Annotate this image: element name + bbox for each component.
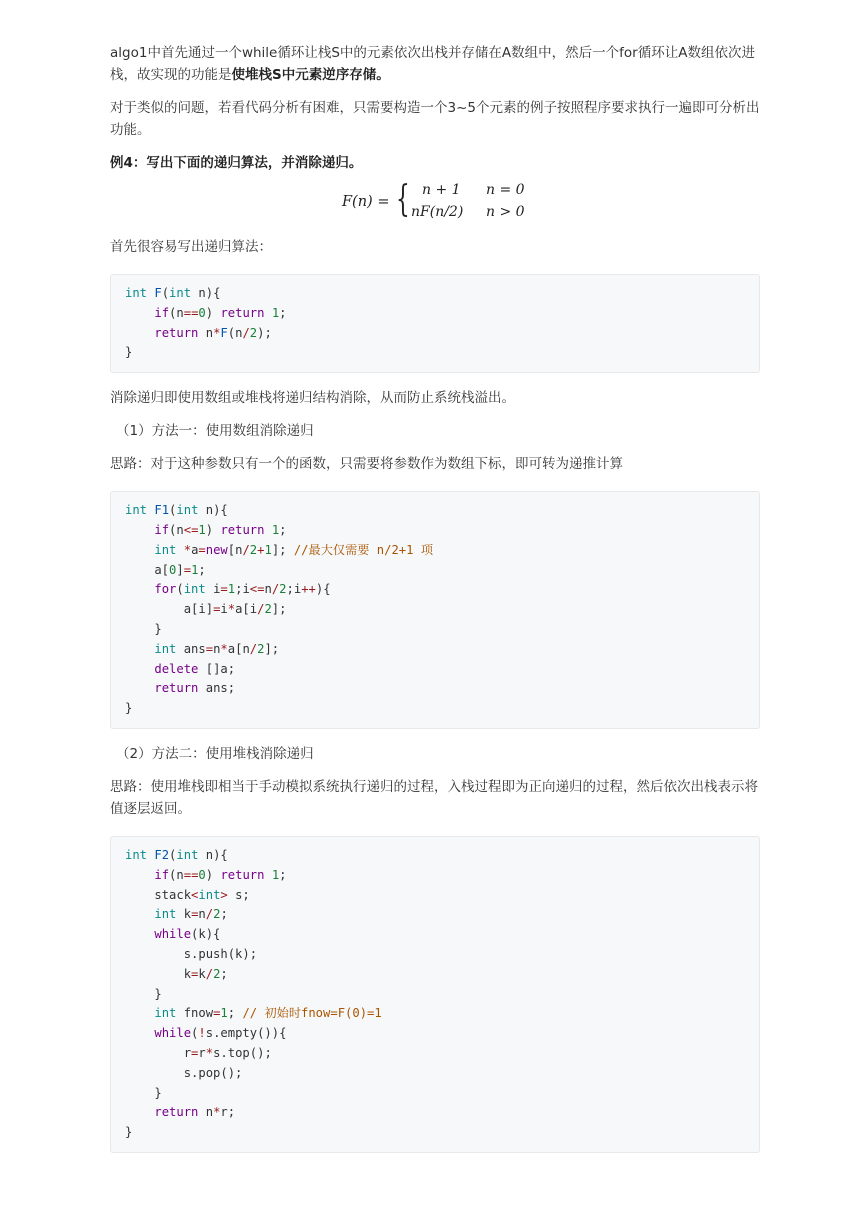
- formula-case2-cond: n > 0: [486, 204, 525, 220]
- code-line: a[0]=1;: [125, 562, 206, 577]
- code-line: int *a=new[n/2+1]; //最大仅需要 n/2+1 项: [154, 542, 434, 557]
- code-line: r=r*s.top();: [125, 1045, 272, 1060]
- code-line: if(n==0) return 1;: [154, 867, 287, 882]
- paragraph-recursive-intro: 首先很容易写出递归算法：: [110, 239, 272, 255]
- example-heading: 例4：写出下面的递归算法，并消除递归。: [110, 155, 363, 171]
- code-block-array: [110, 491, 760, 729]
- code-line: int ans=n*a[n/2];: [154, 641, 280, 656]
- code-line: a[i]=i*a[i/2];: [125, 602, 287, 617]
- formula-case1-expr: n + 1: [422, 182, 461, 198]
- code-line: if(n==0) return 1;: [154, 305, 287, 320]
- method2-idea: 思路：使用堆栈即相当于手动模拟系统执行递归的过程，入栈过程即为正向递归的过程，然后依次出栈表示将值逐层返回。: [110, 778, 758, 817]
- code-line: int F2(int n){: [125, 847, 228, 862]
- code-line: }: [125, 345, 133, 360]
- code-line: return n*r;: [154, 1105, 236, 1120]
- code-line: while(k){: [154, 927, 221, 942]
- code-line: return ans;: [154, 681, 236, 696]
- code-block-stack: [110, 836, 760, 1153]
- code-line: int k=n/2;: [154, 907, 228, 922]
- code-line: k=k/2;: [125, 966, 228, 981]
- method2-title: （2）方法二：使用堆栈消除递归: [116, 745, 314, 762]
- code-line: s.pop();: [125, 1065, 243, 1080]
- method1-idea: 思路：对于这种参数只有一个的函数，只需要将参数作为数组下标，即可转为递推计算: [110, 456, 623, 473]
- code-line: int F(int n){: [125, 286, 221, 300]
- formula-case1-cond: n = 0: [486, 182, 525, 198]
- code-line: }: [125, 701, 133, 716]
- code-line: for(int i=1;i<=n/2;i++){: [154, 582, 331, 597]
- document-page: [110, 42, 760, 1167]
- code-line: if(n<=1) return 1;: [154, 522, 287, 537]
- paragraph-intro: algo1中首先通过一个while循环让栈S中的元素依次出栈并存储在A数组中，然后一个for循环让A数组依次进栈，故实现的功能是使堆栈S中元素逆序存储。: [110, 45, 755, 83]
- formula-brace: {: [396, 179, 410, 220]
- paragraph-hint: 对于类似的问题，若看代码分析有困难，只需要构造一个3~5个元素的例子按照程序要求执行一遍即可分析出功能。: [110, 100, 760, 138]
- method1-title: （1）方法一：使用数组消除递归: [116, 423, 314, 440]
- code-line: }: [125, 1125, 133, 1140]
- code-line: stack<int> s;: [125, 887, 250, 902]
- code-line: }: [125, 986, 162, 1001]
- code-line: }: [125, 621, 162, 636]
- paragraph-eliminate: 消除递归即使用数组或堆栈将递归结构消除，从而防止系统栈溢出。: [110, 390, 515, 407]
- bold-conclusion: 使堆栈S中元素逆序存储。: [231, 67, 390, 83]
- formula-lhs: F(n) =: [342, 194, 390, 210]
- code-line: while(!s.empty()){: [154, 1026, 287, 1041]
- code-line: int F1(int n){: [125, 503, 228, 518]
- recurrence-formula: [110, 179, 760, 226]
- code-block-recursive: [110, 274, 760, 373]
- code-line: s.push(k);: [125, 946, 258, 961]
- formula-case2-expr: nF(n/2): [411, 204, 464, 220]
- code-line: return n*F(n/2);: [154, 325, 272, 340]
- code-line: delete []a;: [154, 661, 236, 676]
- code-line: int fnow=1; // 初始时fnow=F(0)=1: [154, 1006, 382, 1021]
- code-line: }: [125, 1085, 162, 1100]
